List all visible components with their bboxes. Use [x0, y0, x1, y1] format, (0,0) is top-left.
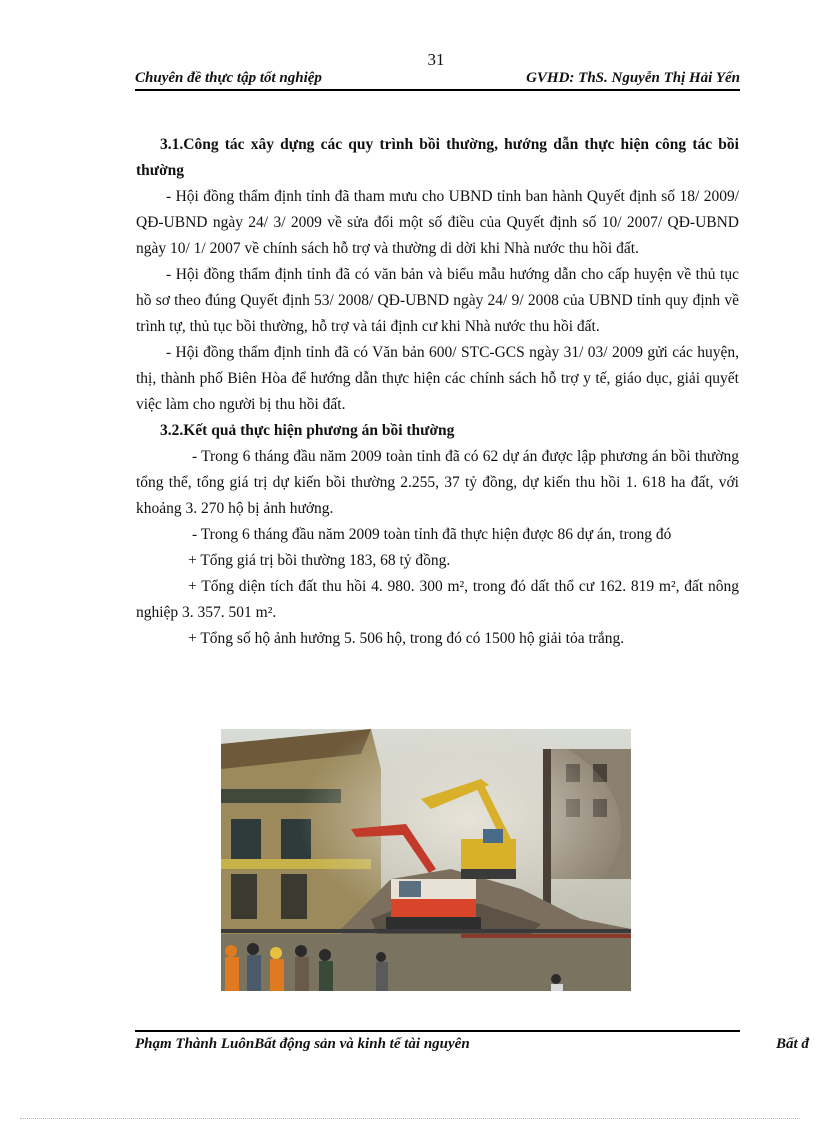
- document-body: [136, 132, 739, 652]
- paragraph: - Trong 6 tháng đầu năm 2009 toàn tỉnh đã thực hiện được 86 dự án, trong đó: [192, 526, 672, 543]
- page-footer: [135, 1036, 816, 1053]
- header-left: Chuyên đề thực tập tốt nghiệp: [135, 70, 322, 86]
- bullet-item: + Tổng diện tích đất thu hồi 4. 980. 300 m², trong đó dất thổ cư 162. 819 m², đất nông nghiệp 3. 357. 501 m².: [136, 578, 739, 621]
- page-number: 31: [427, 50, 445, 69]
- bullet-item: + Tổng số hộ ảnh hưởng 5. 506 hộ, trong đó có 1500 hộ giải tỏa trắng.: [188, 630, 625, 647]
- footer-left: Phạm Thành LuônBất động sản và kinh tế tài nguyên: [135, 1036, 470, 1052]
- demolition-photo: [221, 729, 631, 991]
- paragraph: - Hội đồng thẩm định tỉnh đã có văn bản và biểu mẫu hướng dẫn cho cấp huyện về thủ tục hồ sơ theo đúng Quyết định 53/ 2008/ QĐ-UBND ngày 24/ 9/ 2008 của UBND tỉnh quy định về trình tự, thủ tục bồi thường, hỗ trợ và tái định cư khi Nhà nước thu hồi đất.: [136, 266, 739, 335]
- section-heading-3-1: 3.1.Công tác xây dựng các quy trình bồi thường, hướng dẫn thực hiện công tác bồi thường: [136, 136, 739, 179]
- footer-right: Bất đ: [776, 1036, 809, 1052]
- footer-divider: [135, 1030, 740, 1032]
- paragraph: - Hội đồng thẩm định tỉnh đã tham mưu cho UBND tỉnh ban hành Quyết định số 18/ 2009/ QĐ-UBND ngày 24/ 3/ 2009 về sửa đổi một số điều của Quyết định số 10/ 2007/ QĐ-UBND ngày 10/ 1/ 2007 về chính sách hỗ trợ và thường di dời khi Nhà nước thu hồi đất.: [136, 188, 739, 257]
- paragraph: - Trong 6 tháng đầu năm 2009 toàn tỉnh đã có 62 dự án được lập phương án bồi thường tổng thể, tổng giá trị dự kiến bồi thường 2.255, 37 tỷ đồng, dự kiến thu hồi 1. 618 ha đất, với khoảng 3. 270 hộ bị ảnh hưởng.: [136, 448, 739, 517]
- section-heading-3-2: 3.2.Kết quả thực hiện phương án bồi thường: [160, 422, 455, 439]
- page-edge-divider: [20, 1118, 800, 1119]
- header-right: GVHD: ThS. Nguyễn Thị Hải Yến: [526, 70, 740, 86]
- bullet-item: + Tổng giá trị bồi thường 183, 68 tỷ đồng.: [188, 552, 451, 569]
- paragraph: - Hội đồng thẩm định tỉnh đã có Văn bản 600/ STC-GCS ngày 31/ 03/ 2009 gửi các huyện, thị, thành phố Biên Hòa để hướng dẫn thực hiện các chính sách hỗ trợ y tế, giáo dục, giải quyết việc làm cho người bị thu hồi đất.: [136, 344, 739, 413]
- page-header: [135, 70, 740, 91]
